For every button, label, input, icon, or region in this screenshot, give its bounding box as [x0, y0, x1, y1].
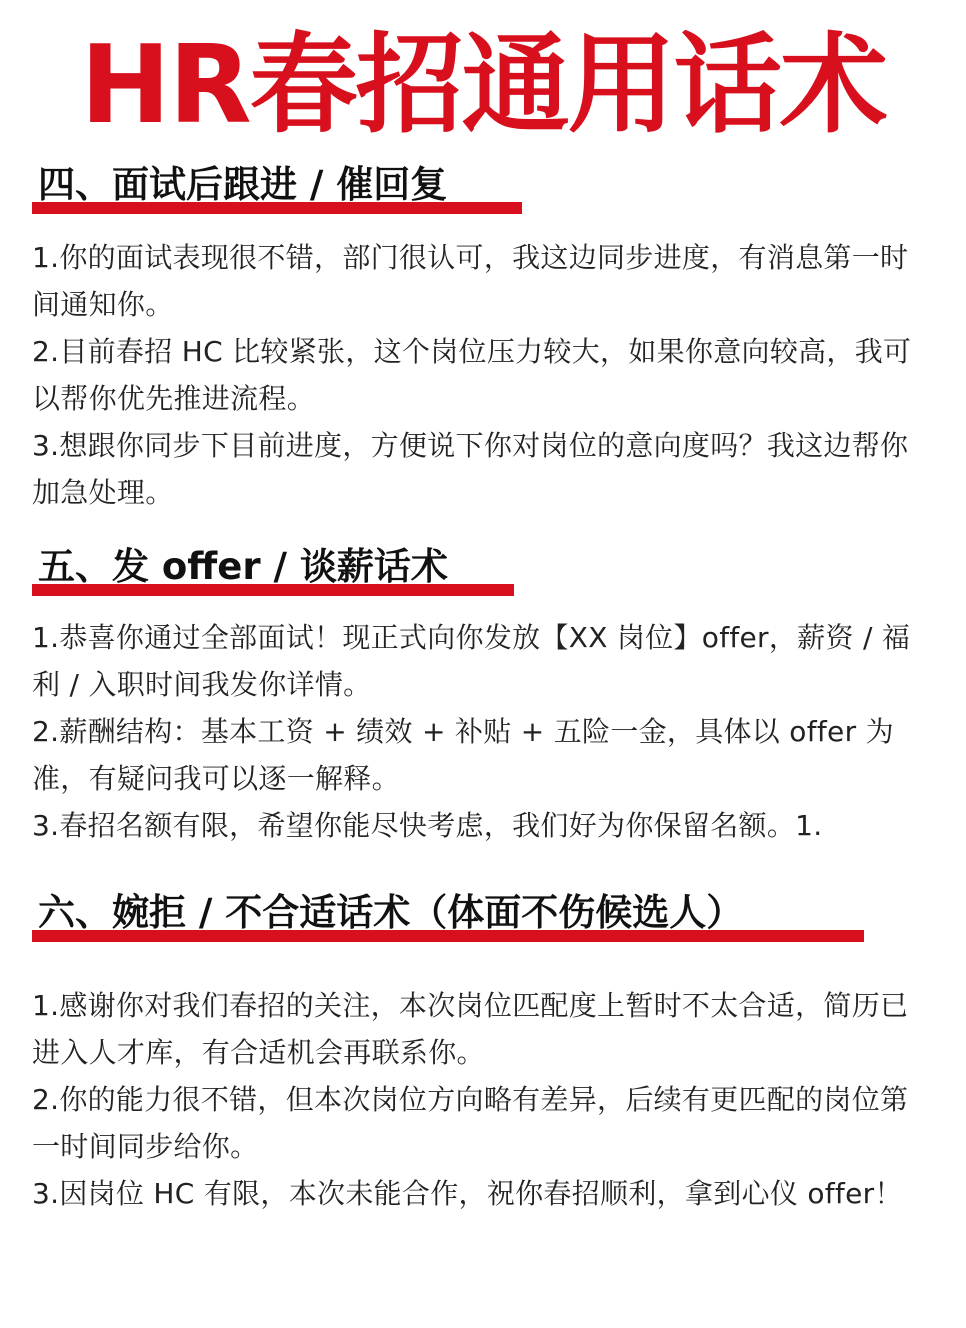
- list-item: 3.春招名额有限，希望你能尽快考虑，我们好为你保留名额。1.: [32, 809, 823, 842]
- section-heading-wrap: [32, 160, 447, 218]
- section-heading-wrap: [32, 888, 743, 946]
- section-offer: [32, 542, 932, 849]
- page-title: HR春招通用话术: [80, 23, 886, 148]
- list-item: 2.你的能力很不错，但本次岗位方向略有差异，后续有更匹配的岗位第一时间同步给你。: [32, 1083, 909, 1163]
- section-heading: 四、面试后跟进 / 催回复: [38, 163, 448, 206]
- section-item-list: [32, 234, 932, 516]
- list-item: 1.恭喜你通过全部面试！现正式向你发放【XX 岗位】offer，薪资 / 福利 / 入职时间我发你详情。: [32, 621, 911, 701]
- section-heading: 六、婉拒 / 不合适话术（体面不伤候选人）: [38, 891, 744, 934]
- list-item: 2.目前春招 HC 比较紧张，这个岗位压力较大，如果你意向较高，我可以帮你优先推进流程。: [32, 335, 912, 415]
- list-item: 1.感谢你对我们春招的关注，本次岗位匹配度上暂时不太合适，简历已进入人才库，有合适机会再联系你。: [32, 989, 909, 1069]
- section-heading-wrap: [32, 542, 448, 600]
- list-item: 3.因岗位 HC 有限，本次未能合作，祝你春招顺利，拿到心仪 offer！: [32, 1177, 903, 1210]
- list-item: 1.你的面试表现很不错，部门很认可，我这边同步进度，有消息第一时间通知你。: [32, 241, 909, 321]
- section-follow-up: [32, 160, 932, 516]
- section-rejection: [32, 888, 932, 1217]
- section-item-list: [32, 982, 932, 1217]
- list-item: 2.薪酬结构：基本工资 + 绩效 + 补贴 + 五险一金，具体以 offer 为准，有疑问我可以逐一解释。: [32, 715, 894, 795]
- section-item-list: [32, 614, 932, 849]
- section-heading: 五、发 offer / 谈薪话术: [38, 545, 448, 588]
- list-item: 3.想跟你同步下目前进度，方便说下你对岗位的意向度吗？我这边帮你加急处理。: [32, 429, 909, 509]
